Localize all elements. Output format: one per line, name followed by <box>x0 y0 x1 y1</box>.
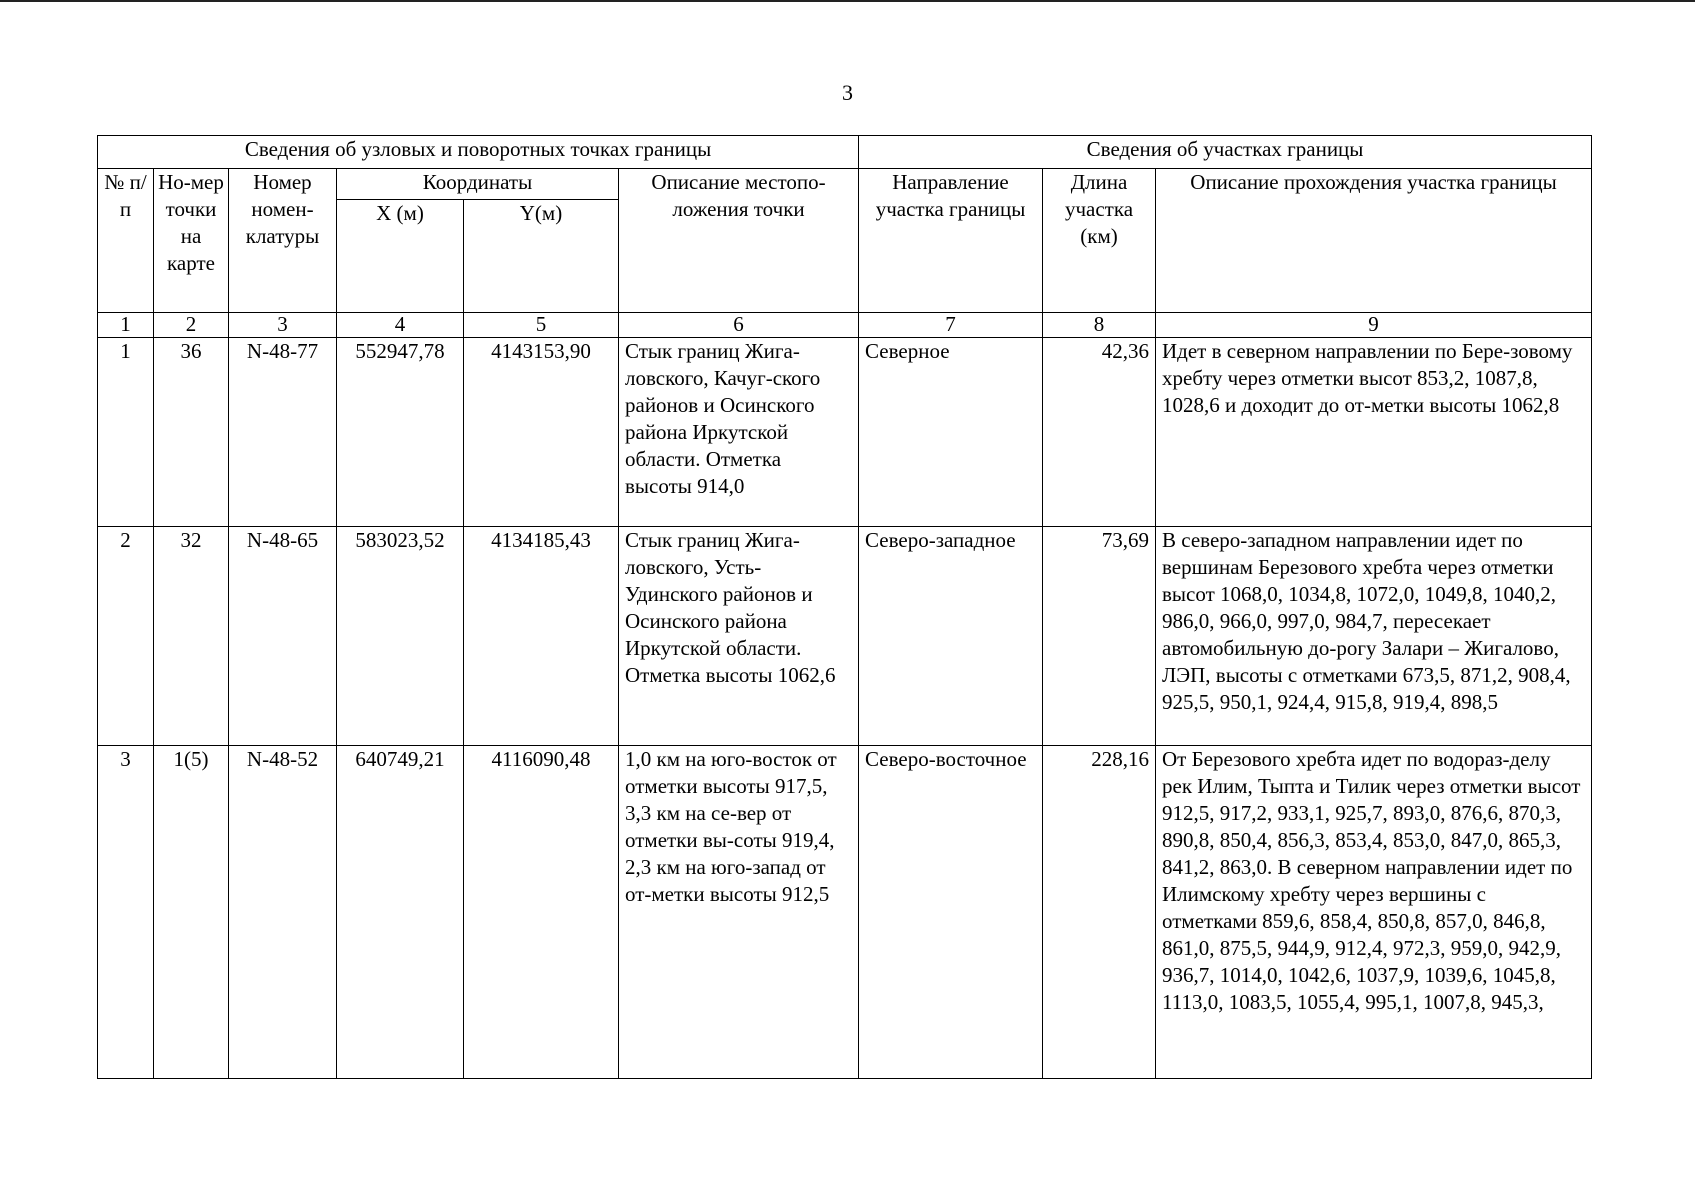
cell-nomenclature: N-48-65 <box>229 527 337 746</box>
header-point-description: Описание местопо-ложения точки <box>619 169 859 313</box>
group-header-points: Сведения об узловых и поворотных точках границы <box>98 136 859 169</box>
cell-direction: Северо-восточное <box>859 746 1043 1079</box>
cell-map-point: 1(5) <box>154 746 229 1079</box>
cell-section-description: От Березового хребта идет по водораз-делу рек Илим, Тыпта и Тилик через отметки высот 912,5, 917,2, 933,1, 925,7, 893,0, 876,6, 870,3, 890,8, 850,4, 856,3, 853,4, 853,0, 847,0, 865,3, 841,2, 863,0. В северном направлении идет по Илимскому хребту через вершины с отметками 859,6, 858,4, 850,8, 857,0, 846,8, 861,0, 875,5, 944,9, 912,4, 972,3, 959,0, 942,9, 936,7, 1014,0, 1042,6, 1037,9, 1039,6, 1045,8, 1113,0, 1083,5, 1055,4, 995,1, 1007,8, 945,3, <box>1156 746 1592 1079</box>
cell-y: 4134185,43 <box>464 527 619 746</box>
column-number: 1 <box>98 313 154 338</box>
cell-y: 4143153,90 <box>464 338 619 527</box>
group-header-row <box>98 136 1592 169</box>
cell-x: 552947,78 <box>337 338 464 527</box>
header-y: Y(м) <box>464 200 619 313</box>
table-row <box>98 338 1592 527</box>
cell-map-point: 36 <box>154 338 229 527</box>
column-number: 7 <box>859 313 1043 338</box>
page-top-edge <box>0 0 1695 2</box>
header-coordinates: Координаты <box>337 169 619 200</box>
table-row <box>98 746 1592 1079</box>
table-row <box>98 527 1592 746</box>
header-map-point: Но-мер точки на карте <box>154 169 229 313</box>
cell-nomenclature: N-48-52 <box>229 746 337 1079</box>
column-number: 2 <box>154 313 229 338</box>
header-length: Длина участка (км) <box>1043 169 1156 313</box>
cell-index: 3 <box>98 746 154 1079</box>
page-number: 3 <box>842 80 853 105</box>
cell-index: 1 <box>98 338 154 527</box>
column-number-row <box>98 313 1592 338</box>
cell-x: 583023,52 <box>337 527 464 746</box>
column-number: 5 <box>464 313 619 338</box>
column-number: 3 <box>229 313 337 338</box>
cell-length: 73,69 <box>1043 527 1156 746</box>
cell-section-description: Идет в северном направлении по Бере-зовому хребту через отметки высот 853,2, 1087,8, 1028,6 и доходит до от-метки высоты 1062,8 <box>1156 338 1592 527</box>
cell-nomenclature: N-48-77 <box>229 338 337 527</box>
column-number: 8 <box>1043 313 1156 338</box>
cell-length: 42,36 <box>1043 338 1156 527</box>
column-number: 6 <box>619 313 859 338</box>
cell-point-description: Стык границ Жига-ловского, Качуг-ского районов и Осинского района Иркутской области. Отметка высоты 914,0 <box>619 338 859 527</box>
column-header-row <box>98 169 1592 200</box>
cell-y: 4116090,48 <box>464 746 619 1079</box>
cell-length: 228,16 <box>1043 746 1156 1079</box>
cell-index: 2 <box>98 527 154 746</box>
header-section-description: Описание прохождения участка границы <box>1156 169 1592 313</box>
header-index: № п/п <box>98 169 154 313</box>
header-direction: Направление участка границы <box>859 169 1043 313</box>
header-nomenclature: Номер номен-клатуры <box>229 169 337 313</box>
cell-x: 640749,21 <box>337 746 464 1079</box>
cell-direction: Северо-западное <box>859 527 1043 746</box>
cell-point-description: Стык границ Жига-ловского, Усть-Удинского районов и Осинского района Иркутской области. Отметка высоты 1062,6 <box>619 527 859 746</box>
header-x: X (м) <box>337 200 464 313</box>
boundary-table <box>97 135 1592 1079</box>
group-header-sections: Сведения об участках границы <box>859 136 1592 169</box>
column-number: 9 <box>1156 313 1592 338</box>
cell-map-point: 32 <box>154 527 229 746</box>
cell-direction: Северное <box>859 338 1043 527</box>
column-number: 4 <box>337 313 464 338</box>
cell-section-description: В северо-западном направлении идет по вершинам Березового хребта через отметки высот 1068,0, 1034,8, 1072,0, 1049,8, 1040,2, 986,0, 966,0, 997,0, 984,7, пересекает автомобильную до-рогу Залари – Жигалово, ЛЭП, высоты с отметками 673,5, 871,2, 908,4, 925,5, 950,1, 924,4, 915,8, 919,4, 898,5 <box>1156 527 1592 746</box>
cell-point-description: 1,0 км на юго-восток от отметки высоты 917,5, 3,3 км на се-вер от отметки вы-соты 919,4, 2,3 км на юго-запад от от-метки высоты 912,5 <box>619 746 859 1079</box>
